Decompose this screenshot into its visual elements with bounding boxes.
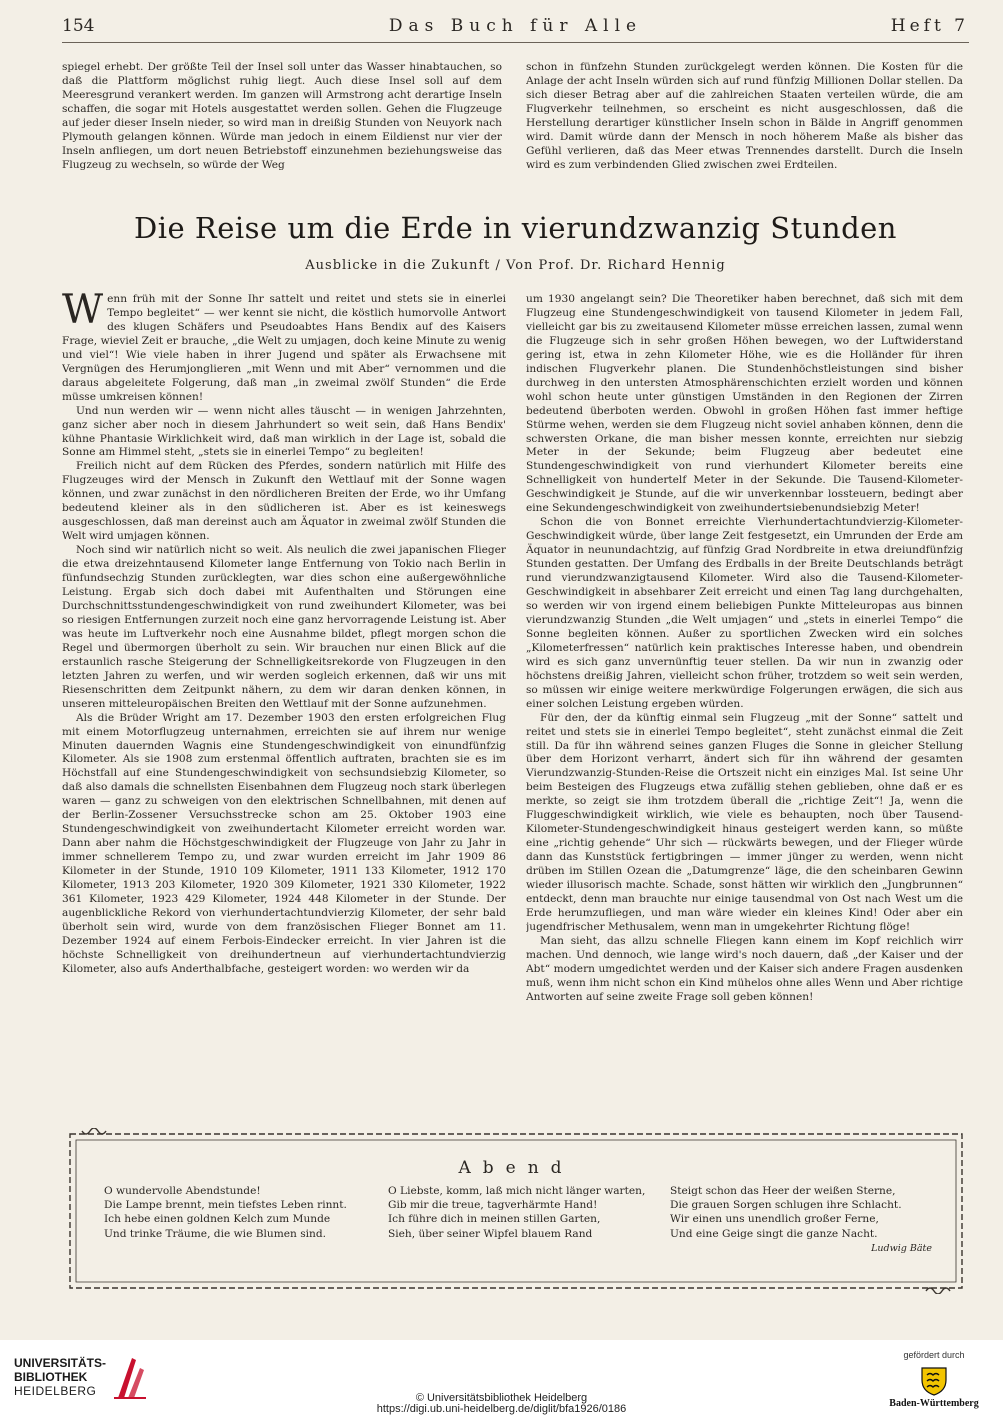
page-number: 154: [62, 16, 95, 36]
poem-stanza: [388, 1184, 678, 1241]
article-column-left: [62, 293, 506, 1123]
poem-line: Und eine Geige singt die ganze Nacht.: [670, 1227, 878, 1240]
viewer-footer: [0, 1340, 1003, 1417]
poem-title: Abend: [458, 1158, 574, 1178]
paragraph: spiegel erhebt. Der größte Teil der Insel soll unter das Wasser hinabtauchen, so daß die Plattform möglichst ruhig liegt. Auch diese Insel soll auf dem Meeresgrund verankert werden. Im ganzen will Armstrong acht derartige Inseln schaffen, die sogar mit Hotels ausgestattet werden sollen. Gehen die Flugzeuge auf jeder dieser Inseln nieder, so wird man in dreißig Stunden von Neuyork nach Plymouth gelangen können. Würde man jedoch in einem Eildienst nur vier der Inseln anfliegen, um dort neuen Betriebstoff einzunehmen beziehungsweise das Flugzeug zu wechseln, so würde der Weg: [62, 61, 502, 171]
copyright-notice: © Universitätsbibliothek Heidelberg: [415, 1392, 588, 1404]
poem-stanza: [670, 1184, 940, 1241]
poem-line: Gib mir die treue, tagverhärmte Hand!: [388, 1199, 598, 1212]
poem-line: O wundervolle Abendstunde!: [104, 1185, 261, 1197]
paragraph: Noch sind wir natürlich nicht so weit. Als neulich die zwei japanischen Flieger die etwa dreizehntausend Kilometer lange Entfernung von Tokio nach Berlin in fünfundsechzig Stunden zurücklegten, war dies schon eine außergewöhnliche Leistung. Ergab sich doch dabei mit Aufenthalten und Störungen eine Durchschnittsstundengeschwindigkeit von rund zweihundert Kilometer, was bei so riesigen Entfernungen zurzeit noch eine ganz hervorragende Leistung ist. Aber was heute im Luftverkehr noch eine Ausnahme bildet, pflegt morgen schon die Regel und übermorgen überholt zu sein. Wir brauchen nur einen Blick auf die erstaunlich rasche Steigerung der Schnelligkeitsrekorde von Flugzeugen in den letzten Jahren zu werfen, und wir werden sogleich erkennen, daß wir uns mit Riesenschritten dem Zeitpunkt nähern, zu dem wir daran denken können, in unseren mitteleuropäischen Breiten den Wettlauf mit der Sonne aufzunehmen.: [62, 544, 506, 710]
article-column-right: [526, 293, 963, 1123]
issue-label: Heft 7: [890, 16, 969, 36]
page-header: [62, 14, 969, 43]
continued-text-left: [62, 61, 502, 191]
paragraph: Als die Brüder Wright am 17. Dezember 1903 den ersten erfolgreichen Flug mit einem Motorflugzeug unternahmen, erreichten sie auf ihrem nur wenige Minuten dauernden Wagnis eine Stundengeschwindigkeit von einundfünfzig Kilometer. Als sie 1908 zum erstenmal öffentlich auftraten, brachten sie es im Höchstfall auf eine Stundengeschwindigkeit von sechsundsiebzig Kilometer, so daß also damals die schnellsten Eisenbahnen dem Flugzeug noch stark überlegen waren — ganz zu schweigen von den elektrischen Schnellbahnen, mit denen auf der Berlin-Zossener Versuchsstrecke schon am 25. Oktober 1903 eine Stundengeschwindigkeit von zweihundertacht Kilometer erreicht worden war. Dann aber nahm die Höchstgeschwindigkeit der Flugzeuge von Jahr zu Jahr in immer schnellerem Tempo zu, und zwar wurden erreicht im Jahr 1909 86 Kilometer in der Stunde, 1910 109 Kilometer, 1911 133 Kilometer, 1912 170 Kilometer, 1913 203 Kilometer, 1920 309 Kilometer, 1921 330 Kilometer, 1922 361 Kilometer, 1923 429 Kilometer, 1924 448 Kilometer in der Stunde. Der augenblickliche Rekord von vierhundertachtundvierzig Kilometer, der sehr bald überholt sein wird, wurde von dem französischen Flieger Bonnet am 11. Dezember 1924 auf einem Ferbois-Eindecker erreicht. In vier Jahren ist die höchste Schnelligkeit von dreihundertneun auf vierhundertachtundvierzig Kilometer, also aufs Anderthalbfache, gesteigert worden: wo werden wir da: [62, 711, 506, 975]
paragraph: Und nun werden wir — wenn nicht alles täuscht — in wenigen Jahrzehnten, ganz sicher aber noch in diesem Jahrhundert so weit sein, daß Hans Bendix' kühne Phantasie Wirklichkeit wird, daß man wirklich in der Lage ist, sobald die Sonne am Himmel steht, „stets sie in einerlei Tempo“ zu begleiten!: [62, 404, 506, 459]
paragraph: um 1930 angelangt sein? Die Theoretiker haben berechnet, daß sich mit dem Flugzeug eine Stundengeschwindigkeit von tausend Kilometer in jedem Fall, vielleicht gar bis zu zweitausend Kilometer müsse erreichen lassen, zumal wenn die Flugzeuge sich in sehr großen Höhen bewegen, wo der Luftwiderstand gering ist, etwa in zehn Kilometer Höhe, wie es die Holländer für ihren indischen Flugverkehr planen. Die Stundenhöchstleistungen sind bisher durchweg in den untersten Atmosphärenschichten erzielt worden und können wohl schon heute unter günstigen Umständen in den Regionen der Zirren bedeutend überboten werden. Obwohl in großen Höhen fast immer heftige Stürme wehen, werden sie dem Flugzeug nicht soviel anhaben können, denn die schwersten Orkane, die man bisher messen konnte, erreichten nur siebzig Meter in der Sekunde; beim Flugzeug aber bedeutet eine Stundengeschwindigkeit von rund vierhundert Kilometer bereits eine Schnelligkeit von hundertelf Meter in der Sekunde. Die Tausend-Kilometer-Geschwindigkeit je Stunde, auf die wir unverkennbar lossteuern, bedingt aber eine Sekundengeschwindigkeit von zweihundertsiebenundsiebzig Meter!: [526, 293, 963, 515]
article-title: Die Reise um die Erde in vierundzwanzig Stunden: [134, 211, 897, 245]
poem-line: Die grauen Sorgen schlugen ihre Schlacht.: [670, 1199, 902, 1212]
permalink[interactable]: https://digi.ub.uni-heidelberg.de/diglit/bfa1926/0186: [376, 1403, 627, 1415]
paragraph: schon in fünfzehn Stunden zurückgelegt werden können. Die Kosten für die Anlage der acht Inseln würden sich auf rund fünfzig Millionen Dollar stellen. Da sich dieser Betrag aber auf die zahlreichen Staaten verteilen würde, die am Flugverkehr teilnehmen, so erscheint es nicht ausgeschlossen, daß die Herstellung derartiger künstlicher Inseln schon in Bälde in Angriff genommen wird. Damit würde dann der Mensch in noch höherem Maße als bisher das Gefühl verlieren, daß das Meer etwas Trennendes darstellt. Durch die Inseln wird es zum verbindenden Glied zwischen zwei Erdteilen.: [526, 61, 963, 171]
coat-of-arms-icon: [919, 1364, 949, 1396]
poem-line: Ich führe dich in meinen stillen Garten,: [388, 1213, 601, 1226]
poem-line: O Liebste, komm, laß mich nicht länger warten,: [388, 1185, 646, 1197]
sponsor-label: gefördert durch: [903, 1350, 965, 1360]
paragraph: Für den, der da künftig einmal sein Flugzeug „mit der Sonne“ sattelt und reitet und stets sie in einerlei Tempo begleitet“, steht zunächst einmal die Zeit still. Da für ihn während seines ganzen Fluges die Sonne in gleicher Stellung über dem Horizont verharrt, ändert sich für ihn während der gesamten Vierundzwanzig-Stunden-Reise die Ortszeit nicht ein einziges Mal. Ist seine Uhr beim Besteigen des Flugzeugs etwa zufällig stehen geblieben, ohne daß er es merkte, so zeigt sie ihm trotzdem überall die „richtige Zeit“! Ja, wenn die Fluggeschwindigkeit wirklich, wie viele es behaupten, noch über Tausend-Kilometer-Stundengeschwindigkeit hinaus gesteigert werden kann, so müßte eine „richtig gehende“ Uhr sich — rückwärts bewegen, und der Flieger würde dann das Kunststück fertigbringen — immer jünger zu werden, wenn nicht drüben im Stillen Ozean die „Datumgrenze“ läge, die den scheinbaren Gewinn wieder illusorisch machte. Schade, sonst hätten wir wirklich den „Jungbrunnen“ entdeckt, denn man brauchte nur einige tausendmal von Ost nach West um die Erde herumzufliegen, und man wäre wieder ein kleines Kind! Oder aber ein jugendfrischer Methusalem, wenn man in umgekehrter Richtung flöge!: [526, 711, 963, 933]
poem-line: Die Lampe brennt, mein tiefstes Leben rinnt.: [104, 1199, 347, 1212]
poem-line: Ich hebe einen goldnen Kelch zum Munde: [104, 1213, 331, 1226]
paragraph: Wenn früh mit der Sonne Ihr sattelt und reitet und stets sie in einerlei Tempo begleitet“ — wer kennt sie nicht, die köstlich humorvolle Antwort des klugen Schäfers und Pseudoabtes Hans Bendix auf des Kaisers Frage, wieviel Zeit er brauche, „die Welt zu umjagen, doch keine Minute zu wenig und viel“! Wie viele haben in ihrer Jugend und später als Erwachsene mit Vergnügen des Herumjonglieren „mit Wenn und mit Aber“ vernommen und die daraus abgeleitete Folgerung, daß man „in zweimal zwölf Stunden“ die Erde müsse umkreisen können!: [62, 293, 506, 403]
library-name: UNIVERSITÄTS- BIBLIOTHEK HEIDELBERG: [14, 1356, 107, 1398]
poem-line: Wir einen uns unendlich großer Ferne,: [670, 1213, 879, 1226]
sponsor-block[interactable]: [889, 1350, 979, 1414]
poem-box: [64, 1128, 968, 1294]
paragraph: Man sieht, das allzu schnelle Fliegen kann einem im Kopf reichlich wirr machen. Und dennoch, wie lange wird's noch dauern, daß „der Kaiser und der Abt“ modern umgedichtet werden und der Kaiser sich andere Fragen ausdenken muß, wenn ihm nicht schon ein Kind mühelos ohne alles Wenn und Aber richtige Antworten auf seine zweite Frage soll geben können!: [526, 934, 963, 1003]
poem-line: Steigt schon das Heer der weißen Sterne,: [670, 1185, 896, 1197]
article-subtitle: Ausblicke in die Zukunft / Von Prof. Dr. Richard Hennig: [305, 258, 726, 273]
poem-stanza: [104, 1184, 384, 1241]
drop-cap: W: [62, 293, 104, 333]
poem-line: Und trinke Träume, die wie Blumen sind.: [104, 1227, 327, 1240]
poem-line: Sieh, über seiner Wipfel blauem Rand: [388, 1227, 593, 1240]
paragraph: Freilich nicht auf dem Rücken des Pferdes, sondern natürlich mit Hilfe des Flugzeuges wird der Mensch in Zukunft den Wettlauf mit der Sonne wagen können, und zwar zunächst in den nördlicheren Breiten der Erde, wo ihr Umfang bedeutend kleiner als in den südlicheren ist. Aber es ist keineswegs ausgeschlossen, daß man dereinst auch am Äquator in zweimal zwölf Stunden die Welt wird umjagen können.: [62, 460, 506, 543]
poem-author: Ludwig Bäte: [871, 1243, 932, 1254]
running-title: Das Buch für Alle: [388, 16, 643, 36]
continued-text-right: [526, 61, 963, 191]
paragraph: Schon die von Bonnet erreichte Vierhundertachtundvierzig-Kilometer-Geschwindigkeit würde, über lange Zeit festgesetzt, ein Umrunden der Erde am Äquator in neunundachtzig, auf fünfzig Grad Nordbreite in etwa dreiundfünfzig Stunden gestatten. Der Umfang des Erdballs in der Breite Deutschlands beträgt rund vierundzwanzigtausend Kilometer. Wird also die Tausend-Kilometer-Geschwindigkeit in absehbarer Zeit erreicht und einen Tag lang durchgehalten, so werden wir von irgend einem beliebigen Punkte Mitteleuropas aus binnen vierundzwanzig Stunden „die Welt umjagen“ und „stets in einerlei Tempo“ die Sonne begleiten können. Außer zu sportlichen Zwecken wird ein solches „Kilometerfressen“ natürlich kein praktisches Interesse haben, und obendrein wird es sich ganz unvernünftig teuer stellen. Da wir nun in zwanzig oder höchstens dreißig Jahren, vielleicht schon früher, trotzdem so weit sein werden, so müssen wir einige weitere merkwürdige Folgerungen erwägen, die sich aus einer solchen Leistung ergeben würden.: [526, 516, 963, 710]
sponsor-name: Baden-Württemberg: [889, 1398, 979, 1409]
